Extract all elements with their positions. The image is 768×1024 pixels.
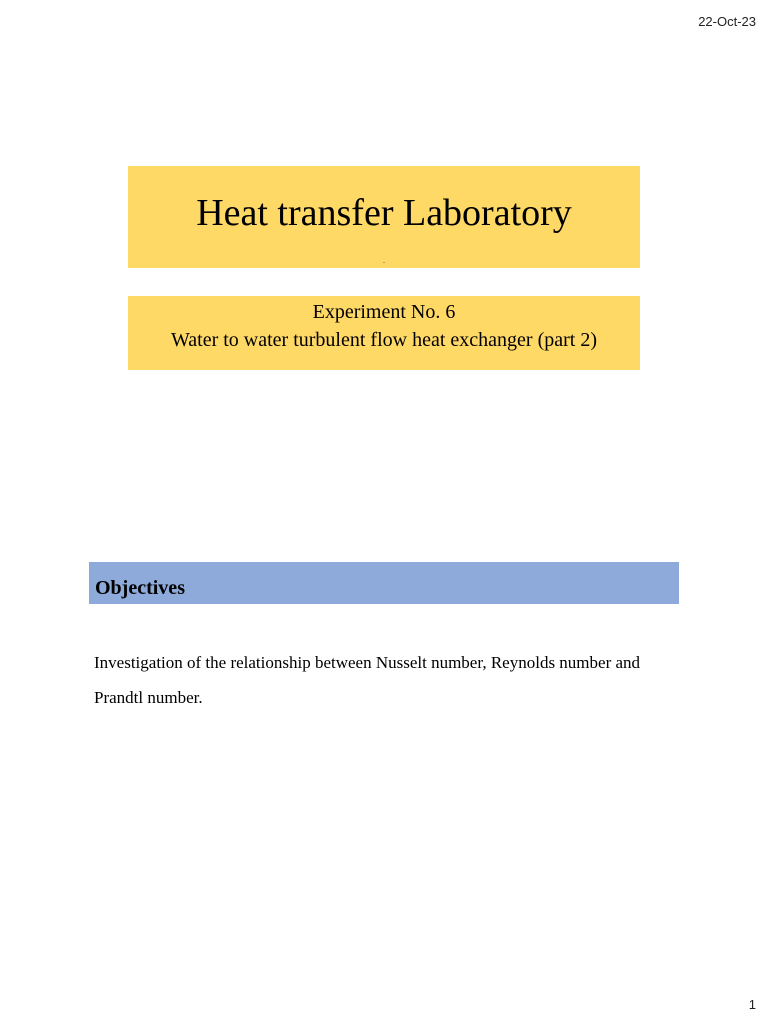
title-dot: . (383, 256, 385, 265)
objectives-heading: Objectives (95, 577, 185, 599)
page-title: Heat transfer Laboratory (196, 192, 572, 234)
title-box (128, 166, 640, 268)
objectives-bar (89, 562, 679, 604)
objectives-body: Investigation of the relationship between Nusselt number, Reynolds number and Prandtl number. (94, 653, 641, 707)
experiment-title: Water to water turbulent flow heat exchanger (part 2) (171, 329, 597, 351)
header-date: 22-Oct-23 (698, 14, 756, 29)
subtitle-box (128, 296, 640, 370)
page-number: 1 (748, 997, 756, 1012)
experiment-number: Experiment No. 6 (312, 301, 456, 323)
